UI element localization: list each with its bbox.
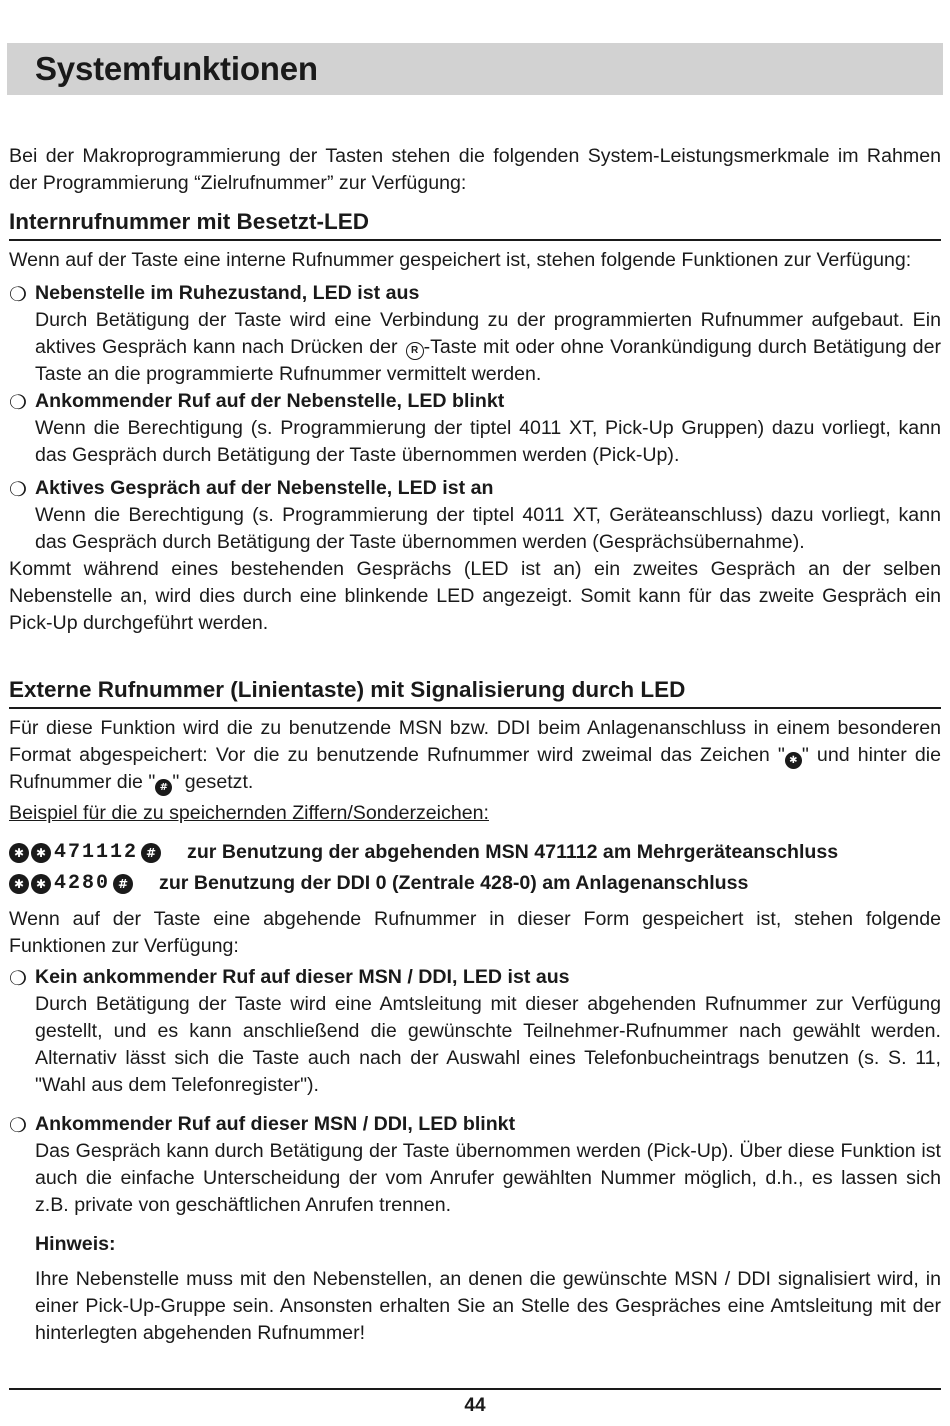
- key-sequence: [9, 872, 133, 895]
- example-row: [9, 868, 941, 899]
- item-text-part: Durch Betätigung der Taste wird eine Verbindung zu der programmierten Rufnummer aufgebaut. Ein aktives Gespräch kann nach Drücken der: [35, 309, 941, 358]
- circle-bullet-icon: ❍: [9, 1115, 27, 1137]
- title-bar: [7, 43, 943, 95]
- circle-bullet-icon: ❍: [9, 392, 27, 414]
- list-item: [9, 475, 941, 556]
- item-title: Ankommender Ruf auf dieser MSN / DDI, LED blinkt: [35, 1113, 516, 1135]
- section1-closing: Kommt während eines bestehenden Gesprächs (LED ist an) ein zweites Gespräch an der selben Nebenstelle an, wird dies durch eine blinkende LED angezeigt. Somit kann für das zweite Gespräch ein Pick-Up durchgeführt werden.: [9, 558, 941, 634]
- example-description: zur Benutzung der abgehenden MSN 471112 am Mehrgeräteanschluss: [187, 841, 839, 863]
- list-item: [9, 280, 941, 388]
- item-text: Durch Betätigung der Taste wird eine Amtsleitung mit dieser abgehenden Rufnummer zur Verfügung gestellt, und es kann anschließend die gewünschte Teilnehmer-Rufnummer nach gewählt werden. Alternativ lässt sich die Taste auch nach der Auswahl eines Telefonbucheintrags benutzen (s. S. 11, "Wahl aus dem Telefonregister").: [35, 993, 941, 1096]
- note-title: Hinweis:: [35, 1233, 116, 1255]
- section-heading-external: Externe Rufnummer (Linientaste) mit Signalisierung durch LED: [9, 673, 941, 709]
- hash-key-icon: #: [113, 874, 133, 894]
- item-title: Kein ankommender Ruf auf dieser MSN / DDI, LED ist aus: [35, 966, 570, 988]
- hash-key-icon: #: [141, 843, 161, 863]
- intro-paragraph: Bei der Makroprogrammierung der Tasten stehen die folgenden System-Leistungsmerkmale im Rahmen der Programmierung “Zielrufnummer” zur Verfügung:: [9, 145, 941, 194]
- star-key-icon: ✱: [9, 843, 29, 863]
- item-title: Aktives Gespräch auf der Nebenstelle, LED ist an: [35, 477, 494, 499]
- circle-bullet-icon: ❍: [9, 479, 27, 501]
- circle-bullet-icon: ❍: [9, 968, 27, 990]
- lead-part: " und hinter die Rufnummer die ": [9, 744, 942, 793]
- item-title: Nebenstelle im Ruhezustand, LED ist aus: [35, 282, 420, 304]
- star-key-icon: ✱: [31, 843, 51, 863]
- key-sequence: [9, 841, 161, 864]
- item-text-part: -Taste mit oder ohne Vorankündigung durch Betätigung der Taste an die programmierte Rufnummer vermittelt werden.: [35, 336, 941, 385]
- list-item: [9, 964, 941, 1099]
- star-key-icon: ✱: [9, 874, 29, 894]
- example-row: [9, 837, 941, 868]
- item-text: Das Gespräch kann durch Betätigung der Taste übernommen werden (Pick-Up). Über diese Funktion ist auch die einfache Unterscheidung der vom Anrufer gewählten Nummer möglich, d.h., es lassen sich z.B. private von geschäftlichen Anrufen trennen.: [35, 1140, 941, 1216]
- page-number: 44: [464, 1395, 486, 1416]
- note-block: [9, 1231, 941, 1347]
- item-title: Ankommender Ruf auf der Nebenstelle, LED blinkt: [35, 390, 505, 412]
- hash-key-icon: #: [155, 779, 172, 796]
- example-description: zur Benutzung der DDI 0 (Zentrale 428-0) am Anlagenanschluss: [159, 872, 749, 894]
- note-text: Ihre Nebenstelle muss mit den Nebenstellen, an denen die gewünschte MSN / DDI signalisiert wird, in einer Pick-Up-Gruppe sein. Ansonsten erhalten Sie an Stelle des Gespräches eine Amtsleitung mit der hinterlegten abgehenden Rufnummer!: [35, 1268, 941, 1344]
- example-heading: Beispiel für die zu speichernden Ziffern/Sonderzeichen:: [9, 802, 489, 824]
- section2-lead-after: Wenn auf der Taste eine abgehende Rufnummer in dieser Form gespeichert ist, stehen folgende Funktionen zur Verfügung:: [9, 908, 941, 957]
- r-key-icon: R: [406, 342, 424, 360]
- star-key-icon: ✱: [31, 874, 51, 894]
- section1-lead: Wenn auf der Taste eine interne Rufnummer gespeichert ist, stehen folgende Funktionen zur Verfügung:: [9, 249, 912, 271]
- circle-bullet-icon: ❍: [9, 284, 27, 306]
- star-key-icon: ✱: [785, 752, 802, 769]
- section2-lead: [9, 715, 941, 796]
- example-list: [9, 837, 941, 899]
- item-text: [35, 307, 941, 388]
- item-text: Wenn die Berechtigung (s. Programmierung der tiptel 4011 XT, Pick-Up Gruppen) dazu vorliegt, kann das Gespräch durch Betätigung der Taste übernommen werden (Pick-Up).: [35, 417, 941, 466]
- page-content: [9, 143, 941, 1347]
- page-title: Systemfunktionen: [35, 50, 318, 87]
- example-digits: 471112: [54, 841, 139, 864]
- item-text: Wenn die Berechtigung (s. Programmierung der tiptel 4011 XT, Geräteanschluss) dazu vorliegt, kann das Gespräch durch Betätigung der Taste übernommen werden (Gesprächsübernahme).: [35, 504, 941, 553]
- list-item: [9, 1111, 941, 1219]
- example-digits: 4280: [54, 872, 111, 895]
- lead-part: Für diese Funktion wird die zu benutzende MSN bzw. DDI beim Anlagenanschluss in einem besonderen Format abgespeichert: Vor die zu benutzende Rufnummer wird zweimal das Zeichen ": [9, 717, 941, 766]
- lead-part: " gesetzt.: [172, 771, 254, 793]
- footer-divider: [9, 1388, 941, 1390]
- list-item: [9, 388, 941, 469]
- section-heading-internal: Internrufnummer mit Besetzt-LED: [9, 205, 941, 241]
